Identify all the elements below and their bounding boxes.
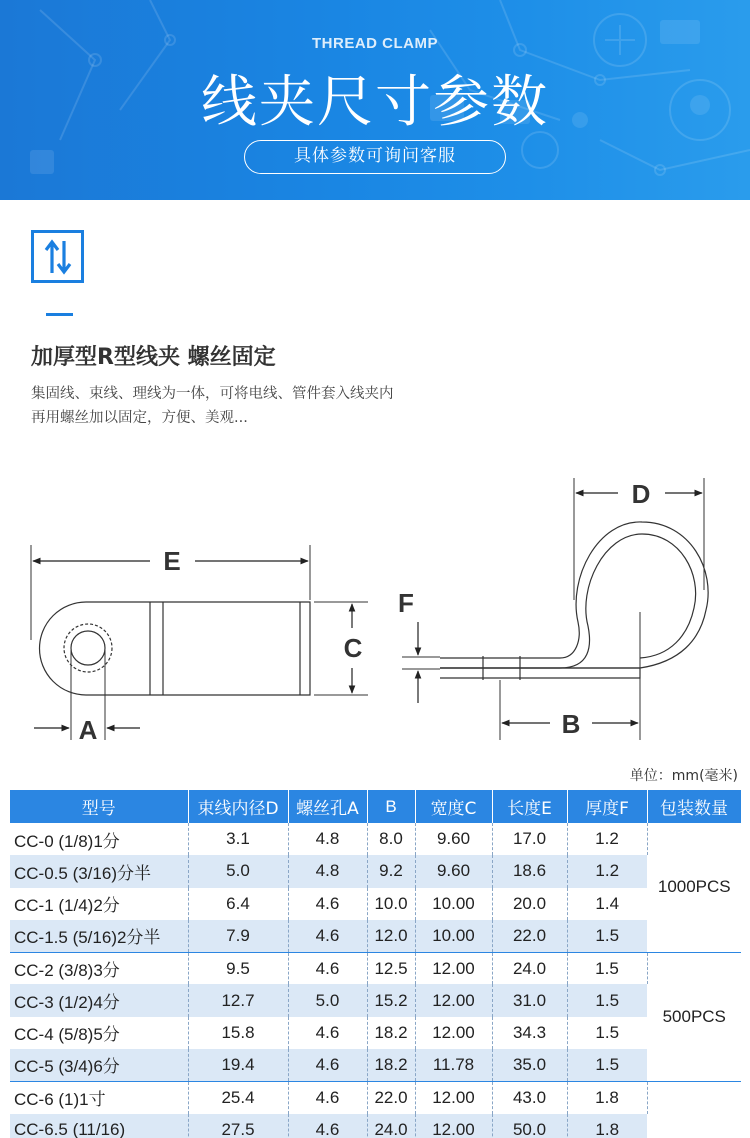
header-length-e: 长度E [492, 790, 567, 823]
cell-b: 12.0 [367, 920, 415, 952]
accent-divider [46, 313, 73, 316]
cell-e: 50.0 [492, 1114, 567, 1138]
cell-b: 18.2 [367, 1017, 415, 1049]
spec-table [10, 790, 742, 1138]
cell-d: 5.0 [188, 855, 288, 887]
cell-b: 22.0 [367, 1081, 415, 1113]
description-line-1: 集固线、束线、理线为一体，可将电线、管件套入线夹内 [31, 386, 394, 402]
cell-b: 24.0 [367, 1114, 415, 1138]
cell-c: 9.60 [415, 855, 492, 887]
cell-e: 17.0 [492, 823, 567, 855]
cell-d: 3.1 [188, 823, 288, 855]
label-D: D [631, 479, 651, 509]
cell-d: 6.4 [188, 888, 288, 920]
cell-b: 18.2 [367, 1049, 415, 1081]
table-row [10, 855, 741, 887]
cell-a: 4.6 [288, 952, 367, 984]
cell-c: 11.78 [415, 1049, 492, 1081]
cell-model: CC-1.5 (5/16)2分半 [10, 920, 188, 952]
cell-model: CC-5 (3/4)6分 [10, 1049, 188, 1081]
cell-f: 1.5 [567, 952, 647, 984]
cell-d: 12.7 [188, 984, 288, 1016]
cell-packing [647, 1081, 741, 1138]
cell-model: CC-0.5 (3/16)分半 [10, 855, 188, 887]
cell-b: 8.0 [367, 823, 415, 855]
cell-d: 25.4 [188, 1081, 288, 1113]
hero-banner [0, 0, 750, 200]
table-row [10, 888, 741, 920]
table-row [10, 1049, 741, 1081]
cell-e: 34.3 [492, 1017, 567, 1049]
cell-a: 4.6 [288, 920, 367, 952]
cell-model: CC-6.5 (11/16) [10, 1114, 188, 1138]
label-E: E [163, 546, 181, 576]
description-line-2: 再用螺丝加以固定，方便、美观... [31, 410, 248, 426]
cell-c: 12.00 [415, 1114, 492, 1138]
cell-d: 9.5 [188, 952, 288, 984]
cell-c: 10.00 [415, 920, 492, 952]
cell-d: 15.8 [188, 1017, 288, 1049]
table-header-row [10, 790, 741, 823]
cell-a: 4.6 [288, 1114, 367, 1138]
label-B: B [561, 709, 581, 739]
cell-model: CC-3 (1/2)4分 [10, 984, 188, 1016]
cell-model: CC-6 (1)1寸 [10, 1081, 188, 1113]
cell-a: 4.6 [288, 888, 367, 920]
cell-f: 1.5 [567, 920, 647, 952]
up-down-arrows-icon [31, 230, 84, 283]
cell-d: 7.9 [188, 920, 288, 952]
cell-packing: 500PCS [647, 952, 741, 1081]
cell-f: 1.5 [595, 1022, 620, 1042]
cell-a: 5.0 [288, 984, 367, 1016]
cell-a: 4.6 [288, 1049, 367, 1081]
consult-service-pill: 具体参数可询问客服 [244, 140, 506, 174]
cell-e: 31.0 [492, 984, 567, 1016]
cell-f: 1.8 [567, 1114, 647, 1138]
label-F: F [398, 588, 414, 618]
cell-f: 1.5 [567, 1049, 647, 1081]
table-row [10, 1017, 741, 1049]
banner-kicker: THREAD CLAMP [312, 35, 438, 52]
cell-c: 12.00 [415, 1017, 492, 1049]
header-width-c: 宽度C [415, 790, 492, 823]
header-thickness-f: 厚度F [567, 790, 647, 823]
cell-e: 43.0 [492, 1081, 567, 1113]
cell-b: 12.5 [367, 952, 415, 984]
table-row [10, 1114, 741, 1138]
label-C: C [343, 633, 363, 663]
cell-f: 1.4 [595, 893, 620, 913]
cell-c: 10.00 [415, 888, 492, 920]
cell-e: 18.6 [492, 855, 567, 887]
cell-f: 1.8 [567, 1081, 647, 1113]
header-packing: 包装数量 [647, 790, 741, 823]
cell-a: 4.8 [288, 823, 367, 855]
clamp-top-view [31, 545, 368, 740]
table-row [10, 952, 741, 984]
clamp-dimension-drawing [0, 470, 750, 760]
table-row [10, 1081, 741, 1113]
cell-f: 1.5 [567, 984, 647, 1016]
cell-f: 1.2 [567, 855, 647, 887]
cell-c: 12.00 [415, 1081, 492, 1113]
label-A: A [78, 715, 98, 745]
cell-b: 15.2 [367, 984, 415, 1016]
cell-model: CC-2 (3/8)3分 [10, 952, 188, 984]
cell-b: 9.2 [367, 855, 415, 887]
unit-note: 单位：mm(毫米) [629, 768, 738, 784]
page-title: 线夹尺寸参数 [201, 70, 549, 135]
cell-c: 12.00 [415, 952, 492, 984]
cell-e: 35.0 [492, 1049, 567, 1081]
cell-packing: 1000PCS [647, 823, 741, 952]
cell-e: 24.0 [492, 952, 567, 984]
header-b: B [367, 790, 415, 823]
table-row [10, 920, 741, 952]
cell-d: 27.5 [188, 1114, 288, 1138]
cell-b: 10.0 [367, 888, 415, 920]
cell-e: 20.0 [492, 888, 567, 920]
product-headline: 加厚型R型线夹 螺丝固定 [31, 345, 276, 370]
header-inner-diameter-d: 束线内径D [188, 790, 288, 823]
product-description [31, 382, 394, 430]
header-screw-hole-a: 螺丝孔A [288, 790, 367, 823]
cell-c: 12.00 [415, 984, 492, 1016]
cell-e: 22.0 [492, 920, 567, 952]
cell-a: 4.6 [288, 1081, 367, 1113]
table-row [10, 984, 741, 1016]
cell-f: 1.2 [567, 823, 647, 855]
header-model: 型号 [10, 790, 188, 823]
cell-a: 4.6 [288, 1017, 367, 1049]
cell-model: CC-0 (1/8)1分 [10, 823, 188, 855]
clamp-side-view [402, 478, 708, 740]
table-row [10, 823, 741, 855]
cell-a: 4.8 [288, 855, 367, 887]
cell-model: CC-1 (1/4)2分 [10, 888, 188, 920]
cell-model: CC-4 (5/8)5分 [10, 1017, 188, 1049]
cell-d: 19.4 [188, 1049, 288, 1081]
cell-c: 9.60 [415, 823, 492, 855]
